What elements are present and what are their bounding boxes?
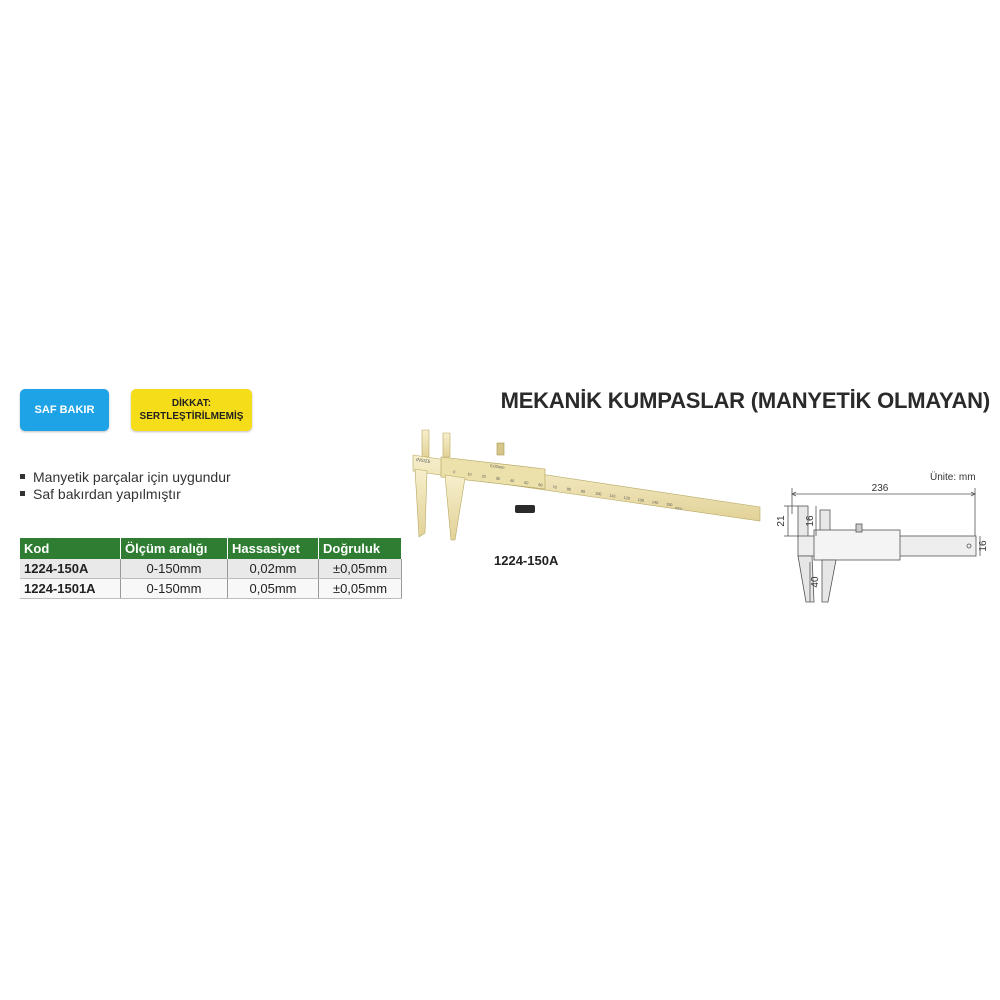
spec-table [20, 538, 402, 599]
unit-label: Ünite: mm [930, 472, 976, 483]
header-code: Kod [20, 538, 121, 559]
header-accuracy: Doğruluk [319, 538, 402, 559]
header-range: Ölçüm aralığı [121, 538, 228, 559]
dimension-diagram [770, 480, 990, 610]
scale-label: 120 [623, 495, 631, 501]
scale-label: 110 [609, 493, 616, 499]
cell-accuracy: ±0,05mm [319, 579, 402, 599]
scale-label: 80 [566, 487, 572, 492]
cell-code: 1224-1501A [20, 579, 121, 599]
feature-text: Saf bakırdan yapılmıştır [33, 485, 181, 502]
warning-badge-line1: DİKKAT: [171, 398, 212, 409]
scale-label: 100 [594, 491, 602, 497]
scale-label: 150 [665, 502, 673, 508]
feature-text: Manyetik parçalar için uygundur [33, 468, 231, 485]
dim-jaw-inner: 16 [805, 515, 816, 527]
cell-accuracy: ±0,05mm [319, 559, 402, 579]
material-badge [20, 389, 109, 431]
cell-range: 0-150mm [121, 579, 228, 599]
table-header-row [20, 538, 402, 559]
scale-label: 90 [580, 489, 586, 494]
cell-resolution: 0,05mm [228, 579, 319, 599]
scale-label: 40 [509, 478, 515, 484]
scale-label: 20 [481, 474, 487, 479]
scale-label: 50 [523, 480, 529, 486]
caliper-scale-unit: mm [674, 505, 683, 511]
cell-code: 1224-150A [20, 559, 121, 579]
table-row [20, 579, 402, 599]
bullet-square-icon [20, 474, 25, 479]
caliper-resolution-mark: 0.02mm [489, 463, 505, 471]
header-resolution: Hassasiyet [228, 538, 319, 559]
material-badge-label: SAF BAKIR [34, 404, 95, 416]
cell-resolution: 0,02mm [228, 559, 319, 579]
warning-badge-line2: SERTLEŞTİRİLMEMİŞ [139, 411, 244, 422]
scale-label: 70 [552, 485, 558, 490]
dim-beam-width: 16 [978, 540, 989, 552]
scale-label: 0 [452, 470, 456, 475]
scale-label: 10 [467, 472, 472, 477]
table-row [20, 559, 402, 579]
caliper-brand: INSIZE [415, 457, 431, 465]
feature-list [20, 468, 231, 502]
feature-item [20, 468, 231, 485]
scale-label: 130 [637, 497, 645, 503]
dim-length: 236 [871, 483, 889, 494]
warning-badge [131, 389, 252, 431]
page-title: MEKANİK KUMPASLAR (MANYETİK OLMAYAN) [500, 388, 990, 413]
scale-label: 140 [651, 500, 659, 506]
cell-range: 0-150mm [121, 559, 228, 579]
feature-item [20, 485, 231, 502]
scale-label: 60 [538, 482, 543, 488]
product-caption: 1224-150A [494, 553, 559, 568]
bullet-square-icon [20, 491, 25, 496]
caliper-product-image [405, 425, 765, 545]
dim-lower-jaw: 40 [810, 576, 821, 588]
dim-jaw-height: 21 [776, 515, 787, 527]
scale-label: 30 [495, 476, 501, 482]
